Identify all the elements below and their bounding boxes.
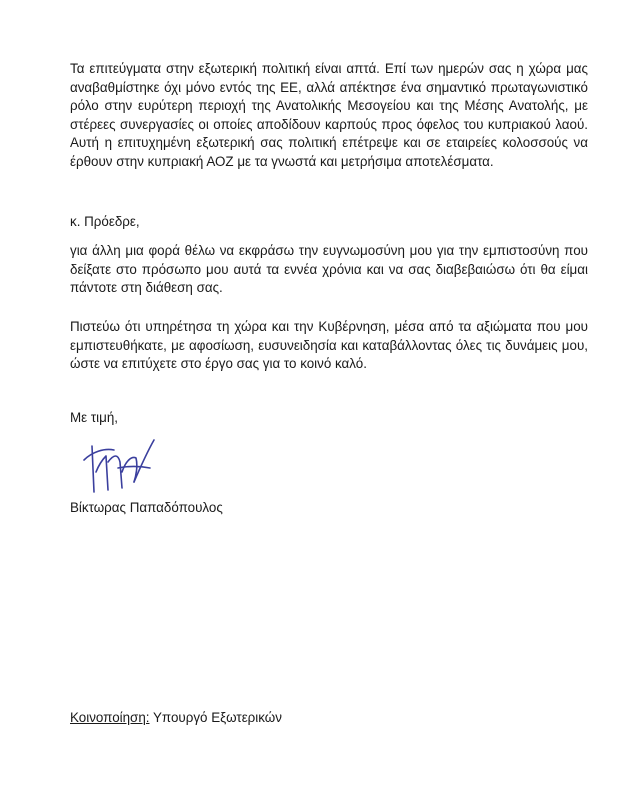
letter-closing: Με τιμή, [70, 410, 118, 425]
carbon-copy-line [70, 710, 282, 725]
cc-label: Κοινοποίηση: [70, 710, 150, 725]
letter-paragraph-achievements: Τα επιτεύγματα στην εξωτερική πολιτική είναι απτά. Επί των ημερών σας η χώρα μας αναβαθμίστηκε όχι μόνο εντός της ΕΕ, αλλά απέκτησε ένα σημαντικό πρωταγωνιστικό ρόλο στην ευρύτερη περιοχή της Ανατολικής Μεσογείου και της Μέσης Ανατολής, με στέρεες συνεργασίες οι οποίες αποδίδουν καρπούς προς όφελος του κυπριακού λαού. Αυτή η επιτυχημένη εξωτερική σας πολιτική επέτρεψε και σε εταιρείες κολοσσούς να έρθουν στην κυπριακή ΑΟΖ με τα γνωστά και μετρήσιμα αποτελέσματα. [70, 61, 588, 169]
letter-paragraph-service: Πιστεύω ότι υπηρέτησα τη χώρα και την Κυβέρνηση, μέσα από τα αξιώματα που μου εμπιστευθήκατε, με αφοσίωση, ευσυνειδησία και καταβάλλοντας όλες τις δυνάμεις μου, ώστε να επιτύχετε στο έργο σας για το κοινό καλό. [70, 319, 588, 372]
letter-salutation: κ. Πρόεδρε, [70, 214, 140, 229]
handwritten-signature [78, 432, 178, 502]
cc-recipient: Υπουργό Εξωτερικών [149, 710, 282, 725]
signer-name: Βίκτωρας Παπαδόπουλος [70, 500, 223, 515]
letter-paragraph-gratitude: για άλλη μια φορά θέλω να εκφράσω την ευγνωμοσύνη μου για την εμπιστοσύνη που δείξατε στο πρόσωπο μου αυτά τα εννέα χρόνια και να σας διαβεβαιώσω ότι θα είμαι πάντοτε στη διάθεση σας. [70, 243, 588, 296]
